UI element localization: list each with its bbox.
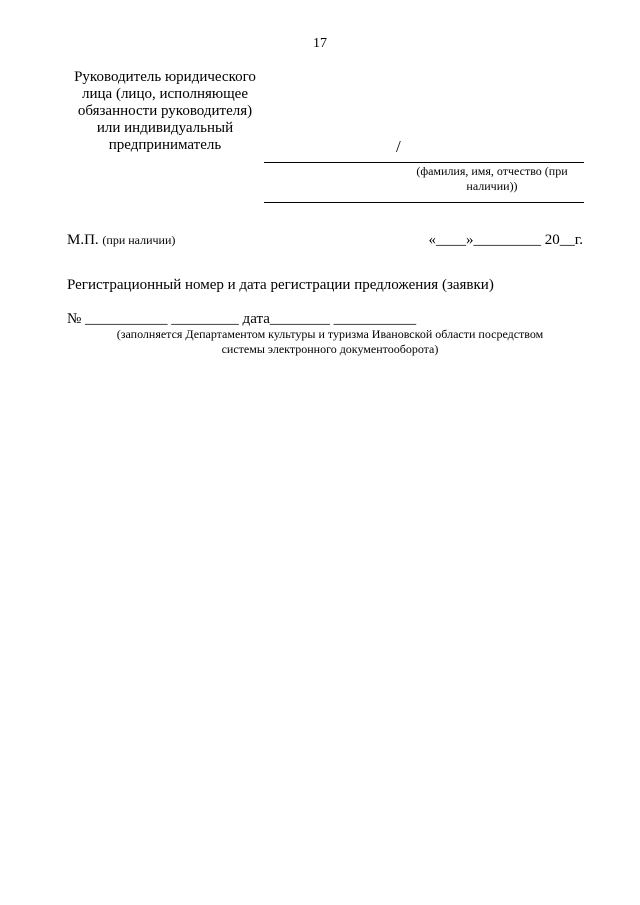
- fio-underline: [264, 202, 584, 203]
- registration-note-line: (заполняется Департаментом культуры и туризма Ивановской области посредством: [116, 327, 544, 341]
- stamp-label: М.П.: [67, 232, 99, 248]
- fio-caption-line: (фамилия, имя, отчество (при: [416, 164, 568, 178]
- signer-title-line: лица (лицо, исполняющее: [82, 86, 248, 102]
- signer-title-line: или индивидуальный: [96, 120, 234, 136]
- signer-title-line: предприниматель: [108, 137, 222, 153]
- registration-number-line: № ___________ _________ дата________ ___________: [67, 311, 417, 327]
- stamp-note: (при наличии): [102, 233, 176, 247]
- registration-note: [90, 327, 570, 357]
- signer-title: [60, 69, 270, 154]
- signature-separator: /: [396, 137, 401, 156]
- signer-title-line: обязанности руководителя): [77, 103, 253, 119]
- registration-heading: Регистрационный номер и дата регистрации предложения (заявки): [67, 277, 494, 293]
- page-number: 17: [313, 36, 327, 51]
- signature-line: [264, 162, 584, 163]
- fio-caption-line: наличии)): [466, 179, 518, 193]
- fio-caption: [402, 164, 582, 194]
- date-field: «____»_________ 20__г.: [428, 232, 583, 248]
- signer-title-line: Руководитель юридического: [74, 69, 256, 85]
- registration-note-line: системы электронного документооборота): [221, 342, 439, 356]
- stamp-placeholder: [67, 232, 175, 249]
